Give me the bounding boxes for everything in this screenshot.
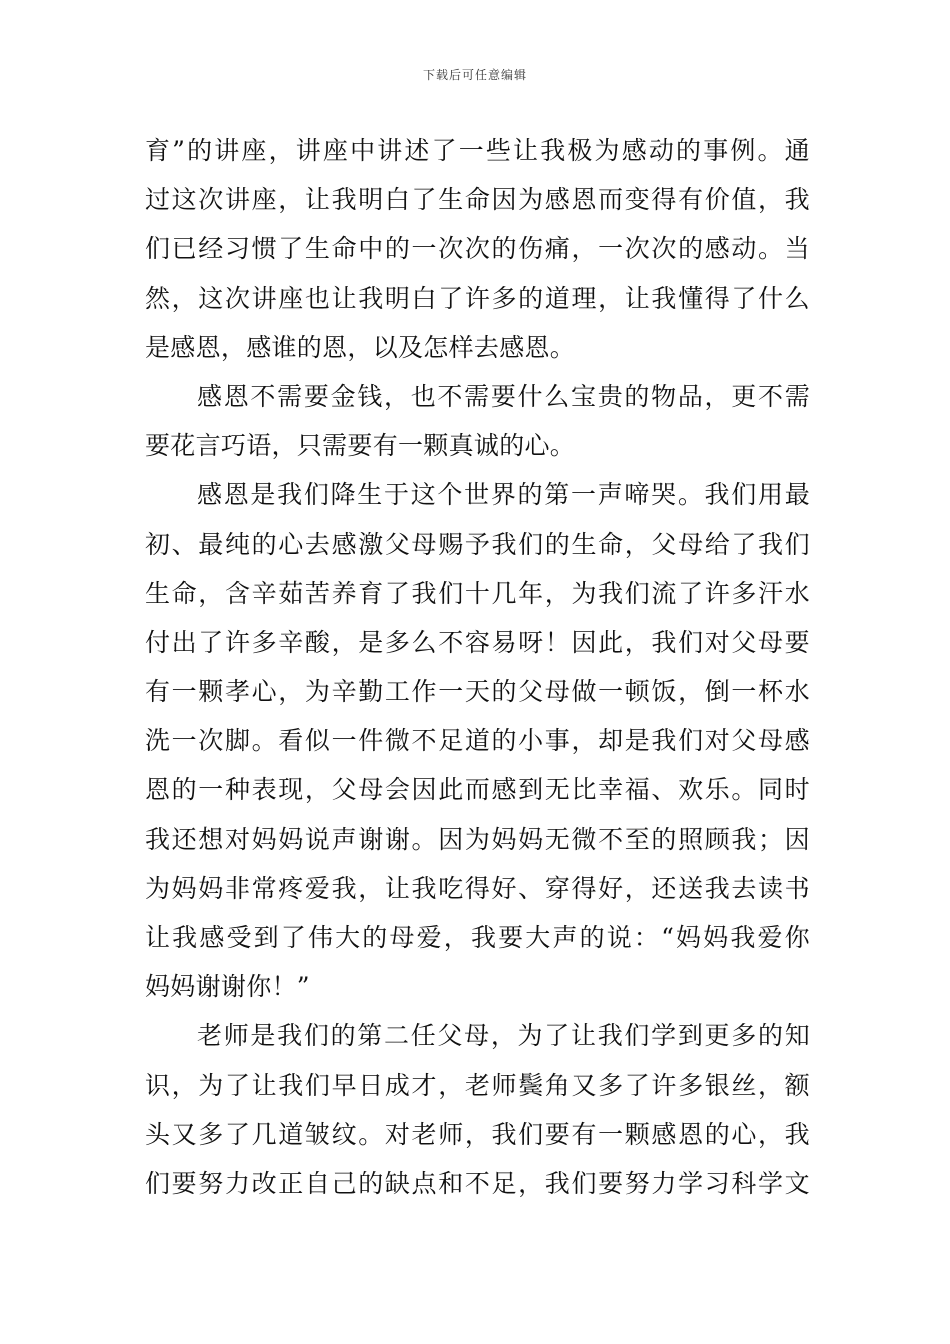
paragraph-first-line: 感恩不需要金钱，也不需要什么宝贵的物品，更不需 xyxy=(197,381,810,411)
page-header-note: 下载后可任意编辑 xyxy=(422,68,527,82)
text-line: 妈妈谢谢你！” xyxy=(145,972,310,1002)
text-line: 要花言巧语，只需要有一颗真诚的心。 xyxy=(145,431,576,461)
text-line: 付出了许多辛酸，是多么不容易呀！因此，我们对父母要 xyxy=(145,627,810,657)
text-line: 有一颗孝心，为辛勤工作一天的父母做一顿饭，倒一杯水 xyxy=(145,677,810,707)
text-line: 初、最纯的心去感激父母赐予我们的生命，父母给了我们 xyxy=(145,529,810,559)
text-line: 们要努力改正自己的缺点和不足，我们要努力学习科学文 xyxy=(145,1168,810,1198)
text-line: 过这次讲座，让我明白了生命因为感恩而变得有价值，我 xyxy=(145,185,810,215)
text-line: 我还想对妈妈说声谢谢。因为妈妈无微不至的照顾我；因 xyxy=(145,824,810,854)
text-line: 让我感受到了伟大的母爱，我要大声的说：“妈妈我爱你 xyxy=(145,923,810,952)
text-line: 头又多了几道皱纹。对老师，我们要有一颗感恩的心，我 xyxy=(145,1119,810,1149)
text-line: 然，这次讲座也让我明白了许多的道理，让我懂得了什么 xyxy=(145,283,810,313)
text-line: 是感恩，感谁的恩，以及怎样去感恩。 xyxy=(145,332,576,362)
text-line: 为妈妈非常疼爱我，让我吃得好、穿得好，还送我去读书 xyxy=(145,873,810,903)
text-line: 们已经习惯了生命中的一次次的伤痛，一次次的感动。当 xyxy=(145,234,810,264)
text-line: 洗一次脚。看似一件微不足道的小事，却是我们对父母感 xyxy=(145,726,810,756)
text-line: 恩的一种表现，父母会因此而感到无比幸福、欢乐。同时 xyxy=(145,775,810,805)
text-line: 生命，含辛茹苦养育了我们十几年，为我们流了许多汗水 xyxy=(145,578,810,608)
text-line: 识，为了让我们早日成才，老师鬓角又多了许多银丝，额 xyxy=(145,1070,810,1100)
text-line: 育”的讲座，讲座中讲述了一些让我极为感动的事例。通 xyxy=(145,136,810,165)
body-text xyxy=(145,126,810,1208)
paragraph-first-line: 感恩是我们降生于这个世界的第一声啼哭。我们用最 xyxy=(197,480,810,510)
paragraph-first-line: 老师是我们的第二任父母，为了让我们学到更多的知 xyxy=(197,1021,810,1051)
